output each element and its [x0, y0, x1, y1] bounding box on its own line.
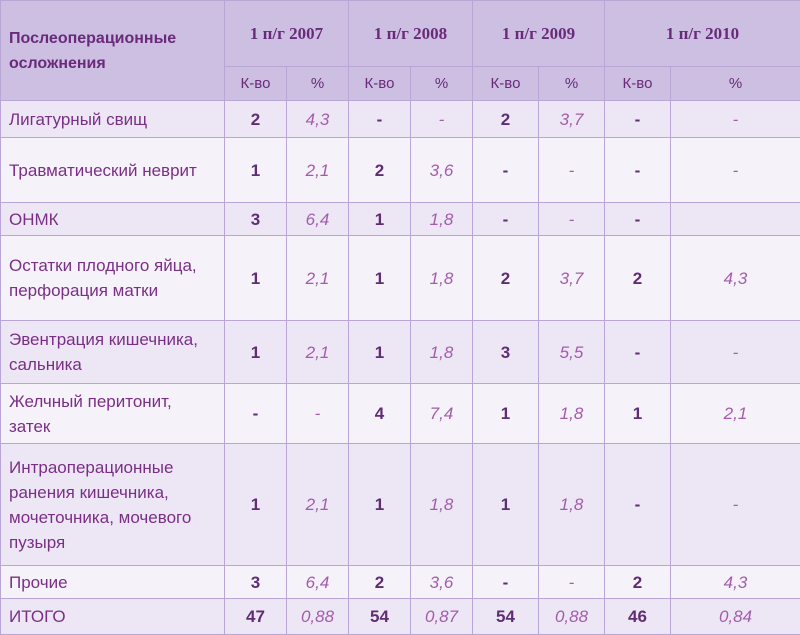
percent-cell: 6,4 — [287, 203, 349, 236]
count-cell: 1 — [225, 321, 287, 384]
count-cell: - — [349, 101, 411, 138]
table-row — [1, 236, 800, 321]
table-row — [1, 101, 800, 138]
percent-cell: 2,1 — [287, 236, 349, 321]
percent-cell — [671, 203, 800, 236]
percent-cell: 5,5 — [539, 321, 605, 384]
percent-cell: 1,8 — [539, 384, 605, 444]
count-cell: 2 — [605, 236, 671, 321]
count-cell: 3 — [473, 321, 539, 384]
count-cell: 54 — [473, 599, 539, 635]
percent-cell: - — [671, 138, 800, 203]
percent-cell: 0,88 — [287, 599, 349, 635]
header-first-col: Послеоперационные осложнения — [1, 1, 225, 101]
count-cell: 2 — [349, 566, 411, 599]
percent-cell: 3,7 — [539, 236, 605, 321]
percent-cell: 0,84 — [671, 599, 800, 635]
row-label: Интраоперационные ранения кишечника, мочеточника, мочевого пузыря — [1, 444, 225, 566]
row-label: Травматический неврит — [1, 138, 225, 203]
count-cell: 2 — [473, 101, 539, 138]
percent-cell: 7,4 — [411, 384, 473, 444]
percent-cell: 1,8 — [411, 203, 473, 236]
count-cell: - — [605, 321, 671, 384]
count-cell: - — [473, 566, 539, 599]
count-cell: 4 — [349, 384, 411, 444]
subheader-count: К-во — [349, 67, 411, 101]
percent-cell: 1,8 — [411, 236, 473, 321]
count-cell: 47 — [225, 599, 287, 635]
count-cell: 1 — [349, 236, 411, 321]
header-year-2007: 1 п/г 2007 — [225, 1, 349, 67]
subheader-count: К-во — [605, 67, 671, 101]
row-label: Остатки плодного яйца, перфорация матки — [1, 236, 225, 321]
count-cell: 1 — [225, 444, 287, 566]
count-cell: 1 — [473, 444, 539, 566]
header-year-2008: 1 п/г 2008 — [349, 1, 473, 67]
table-row — [1, 599, 800, 635]
percent-cell: 4,3 — [671, 566, 800, 599]
subheader-pct: % — [671, 67, 800, 101]
percent-cell: 2,1 — [671, 384, 800, 444]
header-year-2010: 1 п/г 2010 — [605, 1, 800, 67]
table-row — [1, 566, 800, 599]
percent-cell: 4,3 — [671, 236, 800, 321]
table-row — [1, 321, 800, 384]
count-cell: - — [605, 444, 671, 566]
header-row — [1, 1, 800, 67]
count-cell: 1 — [349, 203, 411, 236]
subheader-pct: % — [411, 67, 473, 101]
table-row — [1, 384, 800, 444]
percent-cell: - — [411, 101, 473, 138]
percent-cell: 1,8 — [411, 444, 473, 566]
percent-cell: 4,3 — [287, 101, 349, 138]
row-label: Прочие — [1, 566, 225, 599]
count-cell: 2 — [473, 236, 539, 321]
percent-cell: - — [671, 101, 800, 138]
count-cell: 2 — [349, 138, 411, 203]
percent-cell: - — [539, 203, 605, 236]
percent-cell: 2,1 — [287, 444, 349, 566]
count-cell: 1 — [225, 236, 287, 321]
count-cell: 1 — [349, 444, 411, 566]
percent-cell: - — [539, 138, 605, 203]
percent-cell: 2,1 — [287, 138, 349, 203]
header-year-2009: 1 п/г 2009 — [473, 1, 605, 67]
count-cell: - — [473, 203, 539, 236]
row-label: ИТОГО — [1, 599, 225, 635]
count-cell: 2 — [605, 566, 671, 599]
count-cell: 54 — [349, 599, 411, 635]
subheader-pct: % — [539, 67, 605, 101]
percent-cell: - — [671, 444, 800, 566]
table-row — [1, 444, 800, 566]
count-cell: - — [605, 203, 671, 236]
count-cell: 1 — [605, 384, 671, 444]
percent-cell: - — [287, 384, 349, 444]
row-label: Желчный перитонит, затек — [1, 384, 225, 444]
count-cell: - — [605, 101, 671, 138]
count-cell: 1 — [349, 321, 411, 384]
percent-cell: 0,87 — [411, 599, 473, 635]
percent-cell: 3,6 — [411, 138, 473, 203]
subheader-pct: % — [287, 67, 349, 101]
subheader-count: К-во — [225, 67, 287, 101]
count-cell: - — [225, 384, 287, 444]
row-label: ОНМК — [1, 203, 225, 236]
count-cell: 1 — [473, 384, 539, 444]
count-cell: 3 — [225, 566, 287, 599]
percent-cell: - — [539, 566, 605, 599]
percent-cell: 1,8 — [539, 444, 605, 566]
count-cell: - — [605, 138, 671, 203]
percent-cell: 0,88 — [539, 599, 605, 635]
percent-cell: 3,6 — [411, 566, 473, 599]
count-cell: 46 — [605, 599, 671, 635]
subheader-count: К-во — [473, 67, 539, 101]
count-cell: - — [473, 138, 539, 203]
row-label: Лигатурный свищ — [1, 101, 225, 138]
percent-cell: 2,1 — [287, 321, 349, 384]
percent-cell: 1,8 — [411, 321, 473, 384]
count-cell: 2 — [225, 101, 287, 138]
count-cell: 3 — [225, 203, 287, 236]
table-row — [1, 203, 800, 236]
percent-cell: 3,7 — [539, 101, 605, 138]
percent-cell: 6,4 — [287, 566, 349, 599]
row-label: Эвентрация кишечника, сальника — [1, 321, 225, 384]
percent-cell: - — [671, 321, 800, 384]
count-cell: 1 — [225, 138, 287, 203]
table-row — [1, 138, 800, 203]
